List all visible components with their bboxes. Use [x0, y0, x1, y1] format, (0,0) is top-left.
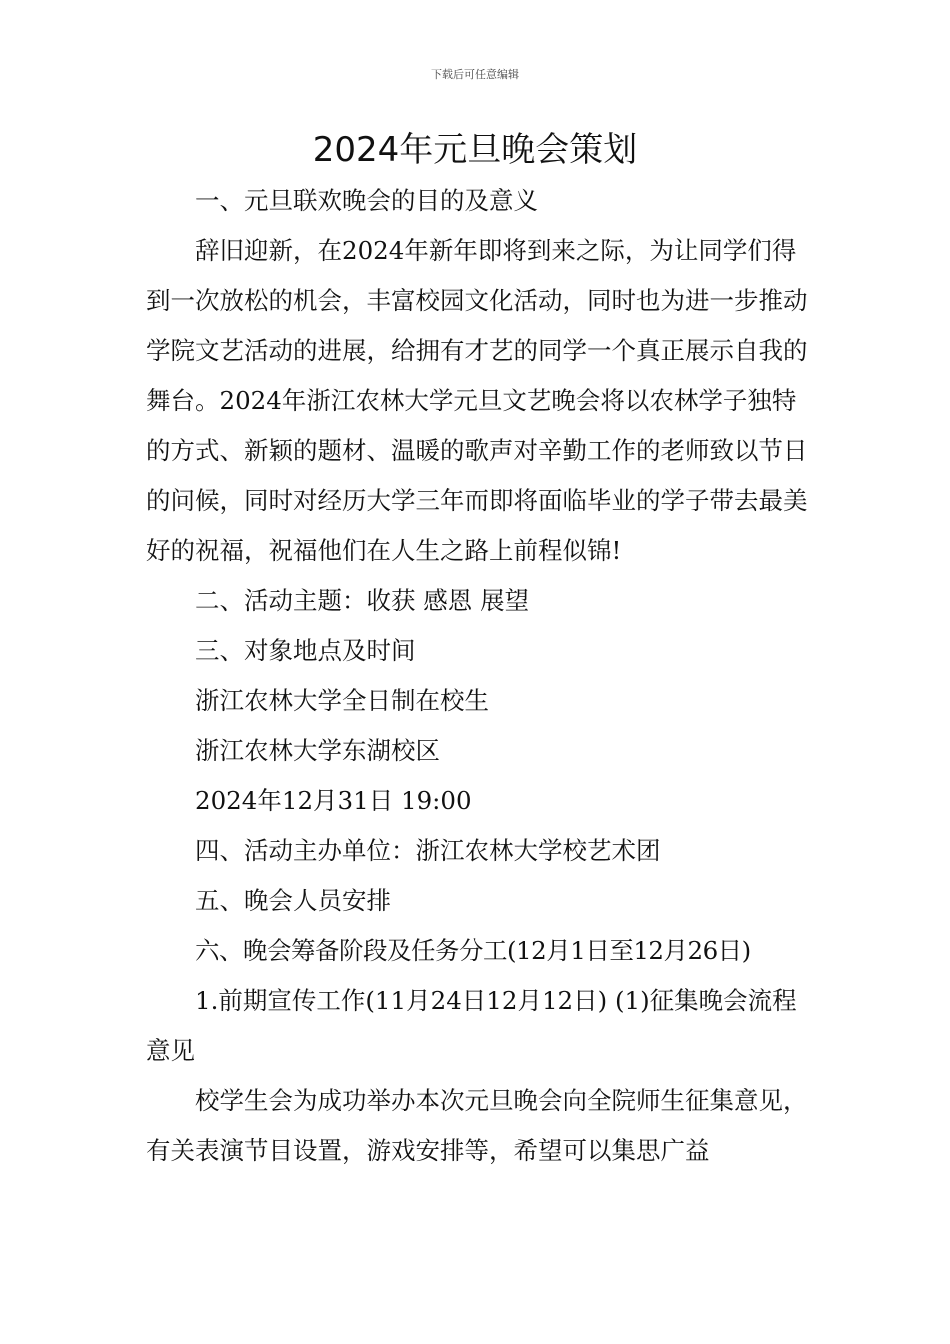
document-body — [146, 176, 810, 1176]
section-heading-preparation: 六、晚会筹备阶段及任务分工(12月1日至12月26日) — [195, 936, 751, 965]
section-heading-target-place-time: 三、对象地点及时间 — [195, 636, 416, 665]
header-note: 下载后可任意编辑 — [431, 68, 519, 81]
detail-time: 2024年12月31日 19:00 — [195, 786, 472, 815]
document-title: 2024年元旦晚会策划 — [312, 130, 638, 170]
paragraph-collect-opinions: 校学生会为成功举办本次元旦晚会向全院师生征集意见，有关表演节目设置，游戏安排等，希望可以集思广益 — [146, 1086, 808, 1165]
section-heading-theme: 二、活动主题：收获 感恩 展望 — [195, 586, 530, 615]
detail-place: 浙江农林大学东湖校区 — [195, 736, 440, 765]
section-heading-organizer: 四、活动主办单位：浙江农林大学校艺术团 — [195, 836, 661, 865]
section-heading-purpose: 一、元旦联欢晚会的目的及意义 — [195, 186, 538, 215]
section-heading-staffing: 五、晚会人员安排 — [195, 886, 391, 915]
paragraph-intro: 辞旧迎新，在2024年新年即将到来之际，为让同学们得到一次放松的机会，丰富校园文化活动，同时也为进一步推动学院文艺活动的进展，给拥有才艺的同学一个真正展示自我的舞台。2024年浙江农林大学元旦文艺晚会将以农林学子独特的方式、新颖的题材、温暖的歌声对辛勤工作的老师致以节日的问候，同时对经历大学三年而即将面临毕业的学子带去最美好的祝福，祝福他们在人生之路上前程似锦! — [146, 236, 808, 565]
subsection-promotion: 1.前期宣传工作(11月24日12月12日) (1)征集晚会流程意见 — [146, 986, 797, 1065]
detail-target: 浙江农林大学全日制在校生 — [195, 686, 489, 715]
